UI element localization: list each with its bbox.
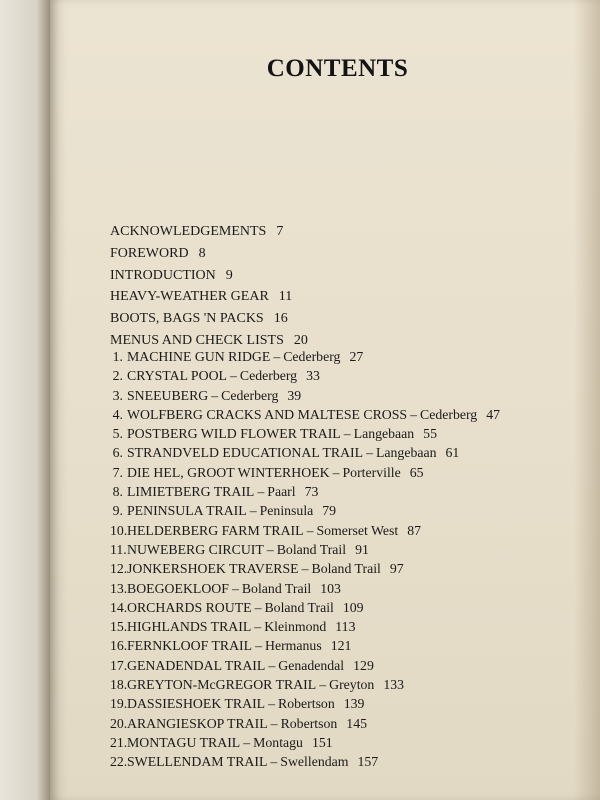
trail-name: POSTBERG WILD FLOWER TRAIL [127, 426, 341, 442]
trail-page: 133 [383, 677, 405, 693]
trail-number: 13. [110, 580, 128, 596]
front-matter-label: ACKNOWLEDGEMENTS [110, 224, 267, 239]
trail-page: 121 [330, 638, 352, 654]
front-matter-page: 11 [278, 289, 293, 305]
trail-page: 55 [423, 426, 437, 442]
front-matter-item [110, 308, 590, 330]
trail-page: 145 [346, 715, 367, 731]
trail-region: Paarl [267, 484, 296, 500]
trail-page: 65 [409, 464, 424, 480]
trail-name: GENADENDAL TRAIL [127, 657, 266, 673]
front-matter-label: BOOTS, BAGS 'N PACKS [110, 311, 264, 327]
trail-number: 14. [110, 599, 128, 615]
trail-page: 157 [357, 754, 379, 770]
trail-name: NUWEBERG CIRCUIT [127, 541, 264, 557]
trail-region: Robertson [278, 696, 335, 712]
trail-number: 22. [110, 754, 128, 770]
trail-number: 5. [112, 426, 123, 442]
trail-page: 27 [349, 349, 364, 364]
trail-page: 91 [355, 541, 369, 557]
trail-name: PENINSULA TRAIL [127, 503, 247, 519]
trail-region: Cederberg [221, 387, 279, 403]
trail-region: Swellendam [280, 754, 349, 770]
trail-entry: 2. CRYSTAL POOL – Cederberg 33 [110, 366, 600, 385]
trail-name: WOLFBERG CRACKS AND MALTESE CROSS [127, 406, 408, 422]
trail-number: 9. [112, 503, 123, 519]
trail-region: Boland Trail [311, 561, 381, 577]
trail-number: 21. [110, 734, 128, 750]
trail-region: Cederberg [420, 406, 478, 422]
trail-region: Somerset West [316, 522, 399, 538]
trail-entry: 12.JONKERSHOEK TRAVERSE – Boland Trail 97 [110, 559, 600, 578]
front-matter-page: 7 [276, 224, 284, 239]
trail-page: 129 [353, 657, 374, 673]
trail-page: 151 [311, 734, 333, 750]
trail-number: 3. [112, 387, 123, 403]
trail-entry: 7. DIE HEL, GROOT WINTERHOEK – Porterville 65 [110, 463, 600, 482]
trail-number: 15. [110, 619, 128, 635]
trail-page: 103 [320, 580, 341, 596]
trail-region: Kleinmond [264, 619, 327, 635]
front-matter-page: 8 [198, 245, 206, 261]
trail-name: SNEEUBERG [127, 387, 209, 403]
trail-number: 7. [112, 464, 123, 480]
front-matter-item [110, 243, 590, 265]
front-matter-page: 20 [293, 332, 308, 348]
trail-number: 2. [112, 368, 123, 384]
trail-page: 39 [287, 387, 302, 403]
front-matter-item [110, 265, 590, 287]
trail-region: Montagu [253, 734, 303, 750]
trail-region: Cederberg [283, 349, 341, 364]
trail-region: Boland Trail [264, 599, 334, 615]
trail-entry: 11.NUWEBERG CIRCUIT – Boland Trail 91 [110, 540, 600, 559]
front-matter-page: 16 [273, 311, 288, 327]
trail-region: Boland Trail [276, 541, 347, 557]
trail-region: Porterville [342, 464, 401, 480]
trail-name: GREYTON-McGREGOR TRAIL [127, 677, 317, 693]
trail-number: 18. [110, 677, 128, 693]
trail-name: BOEGOEKLOOF [127, 580, 229, 596]
trail-entry: 13.BOEGOEKLOOF – Boland Trail 103 [110, 579, 600, 598]
trail-name: ARANGIESKOP TRAIL [127, 715, 268, 731]
trail-entry: 21.MONTAGU TRAIL – Montagu 151 [110, 733, 600, 752]
trail-entry: 20.ARANGIESKOP TRAIL – Robertson 145 [110, 714, 600, 733]
trail-number: 6. [112, 445, 123, 461]
trail-page: 97 [389, 561, 404, 577]
trail-number: 16. [110, 638, 128, 654]
trail-region: Langebaan [353, 426, 415, 442]
trail-number: 11. [110, 541, 127, 557]
trail-region: Boland Trail [241, 580, 312, 596]
trail-page: 87 [407, 522, 422, 538]
trail-number: 8. [112, 484, 123, 500]
book-page [50, 0, 600, 800]
trail-name: ORCHARDS ROUTE [127, 599, 252, 615]
page-title: CONTENTS [266, 55, 409, 82]
trail-name: LIMIETBERG TRAIL [127, 484, 255, 500]
trail-page: 113 [335, 619, 356, 635]
trail-name: FERNKLOOF TRAIL [127, 638, 253, 654]
front-matter-label: FOREWORD [110, 245, 189, 261]
trails-list [110, 347, 600, 772]
trail-name: HELDERBERG FARM TRAIL [127, 522, 304, 538]
trail-name: MACHINE GUN RIDGE [127, 349, 271, 364]
trail-entry: 1. MACHINE GUN RIDGE – Cederberg 27 [110, 347, 600, 366]
trail-page: 79 [322, 503, 337, 519]
trail-number: 10. [110, 522, 128, 538]
trail-name: SWELLENDAM TRAIL [127, 754, 268, 770]
trail-name: DASSIESHOEK TRAIL [127, 696, 266, 712]
front-matter-item [110, 286, 590, 308]
trail-region: Genadendal [278, 657, 345, 673]
trail-entry: 19.DASSIESHOEK TRAIL – Robertson 139 [110, 694, 600, 713]
front-matter-list [110, 221, 590, 352]
trail-region: Cederberg [239, 368, 298, 384]
trail-number: 4. [112, 406, 123, 422]
trail-page: 33 [306, 368, 320, 384]
facing-page-edge [0, 0, 52, 800]
trail-number: 20. [110, 715, 128, 731]
trail-name: JONKERSHOEK TRAVERSE [127, 561, 299, 577]
trail-number: 1. [112, 349, 123, 364]
trail-entry: 9. PENINSULA TRAIL – Peninsula 79 [110, 501, 600, 520]
trail-entry: 17.GENADENDAL TRAIL – Genadendal 129 [110, 656, 600, 675]
trail-page: 61 [445, 445, 460, 461]
trail-page: 47 [486, 406, 501, 422]
trail-entry: 18.GREYTON-McGREGOR TRAIL – Greyton 133 [110, 675, 600, 694]
front-matter-label: HEAVY-WEATHER GEAR [110, 289, 269, 305]
trail-entry: 10.HELDERBERG FARM TRAIL – Somerset West 87 [110, 521, 600, 540]
trail-number: 19. [110, 696, 128, 712]
trail-number: 17. [110, 657, 128, 673]
trail-entry: 4. WOLFBERG CRACKS AND MALTESE CROSS – Cederberg 47 [110, 405, 600, 424]
trail-page: 139 [343, 696, 365, 712]
trail-entry: 16.FERNKLOOF TRAIL – Hermanus 121 [110, 636, 600, 655]
trail-name: DIE HEL, GROOT WINTERHOEK [127, 464, 330, 480]
trail-entry: 3. SNEEUBERG – Cederberg 39 [110, 386, 600, 405]
trail-page: 109 [342, 599, 364, 615]
trail-name: CRYSTAL POOL [127, 368, 227, 384]
trail-region: Robertson [280, 715, 338, 731]
trail-name: MONTAGU TRAIL [127, 734, 241, 750]
front-matter-page: 9 [225, 267, 233, 283]
trail-entry: 5. POSTBERG WILD FLOWER TRAIL – Langebaan 55 [110, 424, 600, 443]
front-matter-label: MENUS AND CHECK LISTS [110, 332, 284, 348]
trail-name: HIGHLANDS TRAIL [127, 619, 252, 635]
trail-entry: 14.ORCHARDS ROUTE – Boland Trail 109 [110, 598, 600, 617]
trail-page: 73 [304, 484, 319, 500]
trail-region: Langebaan [375, 445, 437, 461]
trail-number: 12. [110, 561, 128, 577]
front-matter-label: INTRODUCTION [110, 267, 216, 283]
front-matter-item [110, 221, 590, 243]
trail-region: Peninsula [259, 503, 314, 519]
trail-entry: 22.SWELLENDAM TRAIL – Swellendam 157 [110, 752, 600, 771]
trail-name: STRANDVELD EDUCATIONAL TRAIL [127, 445, 364, 461]
trail-region: Hermanus [264, 638, 322, 654]
trail-entry: 6. STRANDVELD EDUCATIONAL TRAIL – Langebaan 61 [110, 443, 600, 462]
trail-region: Greyton [329, 677, 375, 693]
trail-entry: 8. LIMIETBERG TRAIL – Paarl 73 [110, 482, 600, 501]
trail-entry: 15.HIGHLANDS TRAIL – Kleinmond 113 [110, 617, 600, 636]
